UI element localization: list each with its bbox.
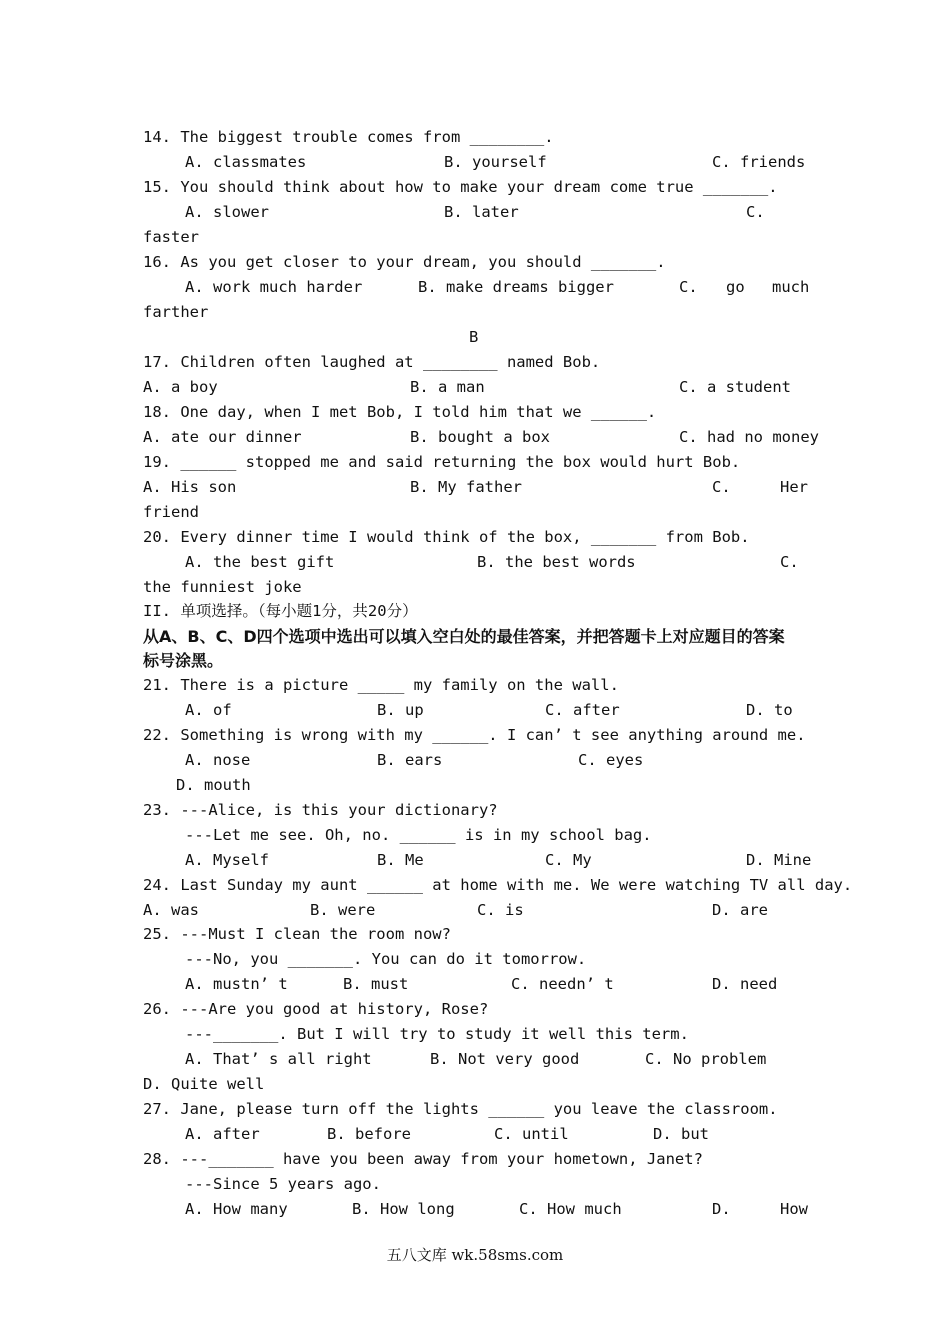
q16-option-c-word-2: much xyxy=(772,278,810,296)
q19-option-c: C. xyxy=(712,478,731,496)
q25-option-d: D. need xyxy=(712,975,778,993)
q28-stem: 28. ---_______ have you been away from your hometown, Janet? xyxy=(143,1150,703,1168)
q15-option-c: C. xyxy=(746,203,765,221)
q21-option-b: B. up xyxy=(377,701,424,719)
q24-option-d: D. are xyxy=(712,901,768,919)
q14-option-a: A. classmates xyxy=(185,153,307,171)
q14-option-b: B. yourself xyxy=(444,153,547,171)
q15-option-c-text: faster xyxy=(143,228,199,246)
q16-option-c: C. xyxy=(679,278,698,296)
q21-stem: 21. There is a picture _____ my family on the wall. xyxy=(143,676,619,694)
q21-option-d: D. to xyxy=(746,701,793,719)
q20-option-a: A. the best gift xyxy=(185,553,335,571)
q26-option-a: A. That’ s all right xyxy=(185,1050,372,1068)
part2-title: II. 单项选择。（每小题1分，共20分） xyxy=(143,602,418,620)
q27-option-c: C. until xyxy=(494,1125,569,1143)
part2-instructions-line1: 从A、B、C、D四个选项中选出可以填入空白处的最佳答案，并把答题卡上对应题目的答案 xyxy=(143,627,785,646)
q18-option-a: A. ate our dinner xyxy=(143,428,302,446)
q18-stem: 18. One day, when I met Bob, I told him that we ______. xyxy=(143,403,657,421)
q24-option-b: B. were xyxy=(310,901,376,919)
q27-option-a: A. after xyxy=(185,1125,260,1143)
q25-option-c: C. needn’ t xyxy=(511,975,614,993)
q25-reply: ---No, you _______. You can do it tomorrow. xyxy=(185,950,587,968)
q28-option-c: C. How much xyxy=(519,1200,622,1218)
q19-stem: 19. ______ stopped me and said returning the box would hurt Bob. xyxy=(143,453,741,471)
q28-option-d-word: How xyxy=(780,1200,808,1218)
q17-option-c: C. a student xyxy=(679,378,791,396)
q14-stem: 14. The biggest trouble comes from ________. xyxy=(143,128,554,146)
q17-option-b: B. a man xyxy=(410,378,485,396)
q16-option-c-text: farther xyxy=(143,303,209,321)
q20-stem: 20. Every dinner time I would think of the box, _______ from Bob. xyxy=(143,528,750,546)
q20-option-c-text: the funniest joke xyxy=(143,578,302,596)
q27-option-b: B. before xyxy=(327,1125,411,1143)
q22-option-a: A. nose xyxy=(185,751,251,769)
q20-option-b: B. the best words xyxy=(477,553,636,571)
q23-stem: 23. ---Alice, is this your dictionary? xyxy=(143,801,498,819)
q16-option-b: B. make dreams bigger xyxy=(418,278,614,296)
q20-option-c: C. xyxy=(780,553,799,571)
q26-stem: 26. ---Are you good at history, Rose? xyxy=(143,1000,489,1018)
q25-stem: 25. ---Must I clean the room now? xyxy=(143,925,451,943)
q27-option-d: D. but xyxy=(653,1125,709,1143)
q26-option-d: D. Quite well xyxy=(143,1075,265,1093)
q19-option-b: B. My father xyxy=(410,478,522,496)
q18-option-b: B. bought a box xyxy=(410,428,550,446)
q17-stem: 17. Children often laughed at ________ named Bob. xyxy=(143,353,601,371)
q24-stem: 24. Last Sunday my aunt ______ at home with me. We were watching TV all day. xyxy=(143,876,853,894)
q21-option-c: C. after xyxy=(545,701,620,719)
q17-option-a: A. a boy xyxy=(143,378,218,396)
q24-option-c: C. is xyxy=(477,901,524,919)
q18-option-c: C. had no money xyxy=(679,428,819,446)
q16-option-a: A. work much harder xyxy=(185,278,363,296)
footer-watermark: 五八文库 wk.58sms.com xyxy=(386,1246,564,1264)
q22-option-d: D. mouth xyxy=(176,776,251,794)
q14-option-c: C. friends xyxy=(712,153,806,171)
q23-option-a: A. Myself xyxy=(185,851,269,869)
q16-stem: 16. As you get closer to your dream, you should _______. xyxy=(143,253,666,271)
q15-stem: 15. You should think about how to make your dream come true _______. xyxy=(143,178,778,196)
section-b-heading: B xyxy=(469,328,479,346)
part2-instructions-line2: 标号涂黑。 xyxy=(143,651,224,670)
q23-option-b: B. Me xyxy=(377,851,424,869)
q26-option-c: C. No problem xyxy=(645,1050,767,1068)
q22-stem: 22. Something is wrong with my ______. I can’ t see anything around me. xyxy=(143,726,806,744)
q23-option-c: C. My xyxy=(545,851,592,869)
q19-option-c-word: Her xyxy=(780,478,808,496)
q25-option-b: B. must xyxy=(343,975,409,993)
q28-option-d: D. xyxy=(712,1200,731,1218)
q24-option-a: A. was xyxy=(143,901,199,919)
q19-option-a: A. His son xyxy=(143,478,237,496)
q15-option-b: B. later xyxy=(444,203,519,221)
q21-option-a: A. of xyxy=(185,701,232,719)
q26-option-b: B. Not very good xyxy=(430,1050,580,1068)
q25-option-a: A. mustn’ t xyxy=(185,975,288,993)
q22-option-c: C. eyes xyxy=(578,751,644,769)
q26-reply: ---_______. But I will try to study it well this term. xyxy=(185,1025,689,1043)
q22-option-b: B. ears xyxy=(377,751,443,769)
q28-reply: ---Since 5 years ago. xyxy=(185,1175,381,1193)
q16-option-c-word-1: go xyxy=(726,278,745,296)
q15-option-a: A. slower xyxy=(185,203,269,221)
q19-option-c-text: friend xyxy=(143,503,199,521)
q23-option-d: D. Mine xyxy=(746,851,812,869)
q28-option-a: A. How many xyxy=(185,1200,288,1218)
q27-stem: 27. Jane, please turn off the lights ______ you leave the classroom. xyxy=(143,1100,778,1118)
q23-reply: ---Let me see. Oh, no. ______ is in my school bag. xyxy=(185,826,652,844)
q28-option-b: B. How long xyxy=(352,1200,455,1218)
